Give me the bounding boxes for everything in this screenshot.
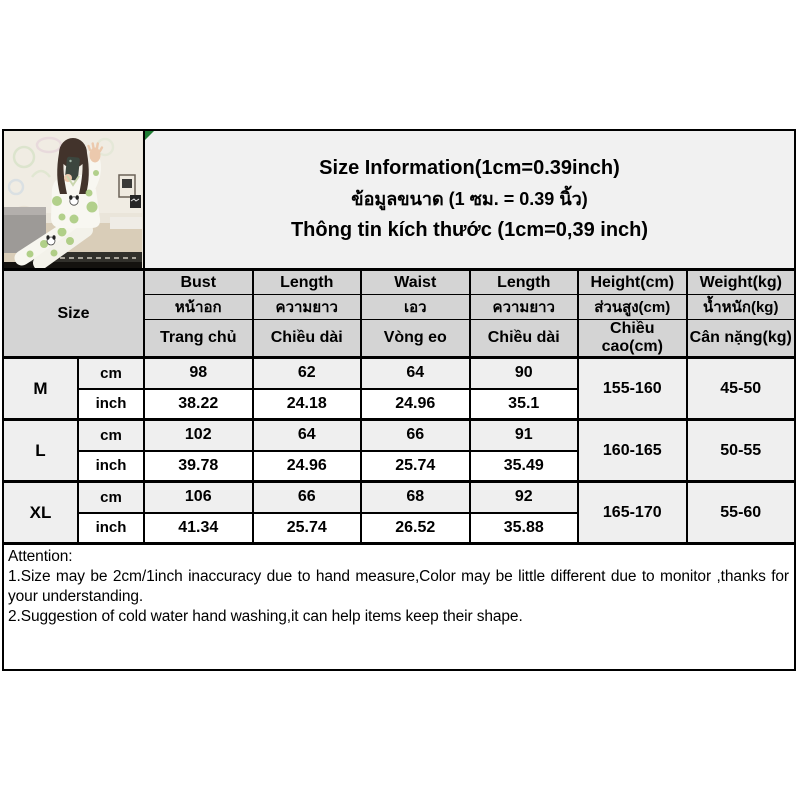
header-length-en: Length: [253, 270, 362, 295]
value-cell: 25.74: [253, 513, 362, 544]
value-cell: 62: [253, 358, 362, 389]
value-cell: 64: [253, 420, 362, 451]
unit-cm: cm: [78, 420, 144, 451]
product-photo-cell: [3, 130, 144, 270]
size-label-xl: XL: [3, 482, 78, 544]
size-info-sheet: [2, 129, 796, 671]
value-cell: 66: [361, 420, 470, 451]
value-cell: 66: [253, 482, 362, 513]
value-cell: 35.1: [470, 389, 579, 420]
value-cell: 24.96: [361, 389, 470, 420]
header-bust-vi: Trang chủ: [144, 320, 253, 358]
value-cell: 68: [361, 482, 470, 513]
value-cell: 35.88: [470, 513, 579, 544]
header-height-en: Height(cm): [578, 270, 687, 295]
title-line-th: ข้อมูลขนาด (1 ซม. = 0.39 นิ้ว): [351, 189, 588, 209]
weight-range-m: 45-50: [687, 358, 796, 420]
header-length-th: ความยาว: [253, 295, 362, 320]
header-height-vi: Chiều cao(cm): [578, 320, 687, 358]
height-range-m: 155-160: [578, 358, 687, 420]
header-waist-vi: Vòng eo: [361, 320, 470, 358]
size-label-m: M: [3, 358, 78, 420]
header-length2-vi: Chiều dài: [470, 320, 579, 358]
value-cell: 35.49: [470, 451, 579, 482]
value-cell: 91: [470, 420, 579, 451]
header-bust-th: หน้าอก: [144, 295, 253, 320]
cell-flag-triangle: [145, 131, 154, 140]
height-range-l: 160-165: [578, 420, 687, 482]
value-cell: 25.74: [361, 451, 470, 482]
weight-range-l: 50-55: [687, 420, 796, 482]
unit-cm: cm: [78, 482, 144, 513]
value-cell: 41.34: [144, 513, 253, 544]
attention-row: [3, 544, 795, 671]
value-cell: 39.78: [144, 451, 253, 482]
value-cell: 64: [361, 358, 470, 389]
attention-heading: Attention:: [8, 548, 73, 565]
value-cell: 38.22: [144, 389, 253, 420]
attention-box: [3, 544, 795, 671]
row-l-cm: [3, 420, 795, 451]
row-m-cm: [3, 358, 795, 389]
unit-inch: inch: [78, 451, 144, 482]
attention-note-2: 2.Suggestion of cold water hand washing,it can help items keep their shape.: [8, 608, 523, 625]
height-range-xl: 165-170: [578, 482, 687, 544]
header-weight-en: Weight(kg): [687, 270, 796, 295]
value-cell: 26.52: [361, 513, 470, 544]
header-length2-th: ความยาว: [470, 295, 579, 320]
header-row-en: [3, 270, 795, 295]
value-cell: 24.96: [253, 451, 362, 482]
value-cell: 102: [144, 420, 253, 451]
attention-note-1: 1.Size may be 2cm/1inch inaccuracy due to hand measure,Color may be little different due to monitor ,thanks for your understanding.: [8, 568, 789, 605]
value-cell: 24.18: [253, 389, 362, 420]
header-weight-th: น้ำหนัก(kg): [687, 295, 796, 320]
header-weight-vi: Cân nặng(kg): [687, 320, 796, 358]
header-waist-th: เอว: [361, 295, 470, 320]
header-waist-en: Waist: [361, 270, 470, 295]
header-height-th: ส่วนสูง(cm): [578, 295, 687, 320]
photo-title-row: [3, 130, 795, 270]
value-cell: 98: [144, 358, 253, 389]
header-length2-en: Length: [470, 270, 579, 295]
size-label-l: L: [3, 420, 78, 482]
attention-text: [4, 545, 794, 627]
title-cell: [144, 130, 795, 270]
value-cell: 90: [470, 358, 579, 389]
unit-inch: inch: [78, 513, 144, 544]
header-bust-en: Bust: [144, 270, 253, 295]
title-line-en: Size Information(1cm=0.39inch): [319, 157, 620, 179]
product-photo-illustration: [4, 131, 142, 268]
size-table: [2, 129, 796, 671]
title-line-vi: Thông tin kích thước (1cm=0,39 inch): [290, 219, 649, 241]
size-header-cell: Size: [3, 270, 144, 358]
unit-cm: cm: [78, 358, 144, 389]
header-length-vi: Chiều dài: [253, 320, 362, 358]
weight-range-xl: 55-60: [687, 482, 796, 544]
value-cell: 92: [470, 482, 579, 513]
row-xl-cm: [3, 482, 795, 513]
unit-inch: inch: [78, 389, 144, 420]
value-cell: 106: [144, 482, 253, 513]
